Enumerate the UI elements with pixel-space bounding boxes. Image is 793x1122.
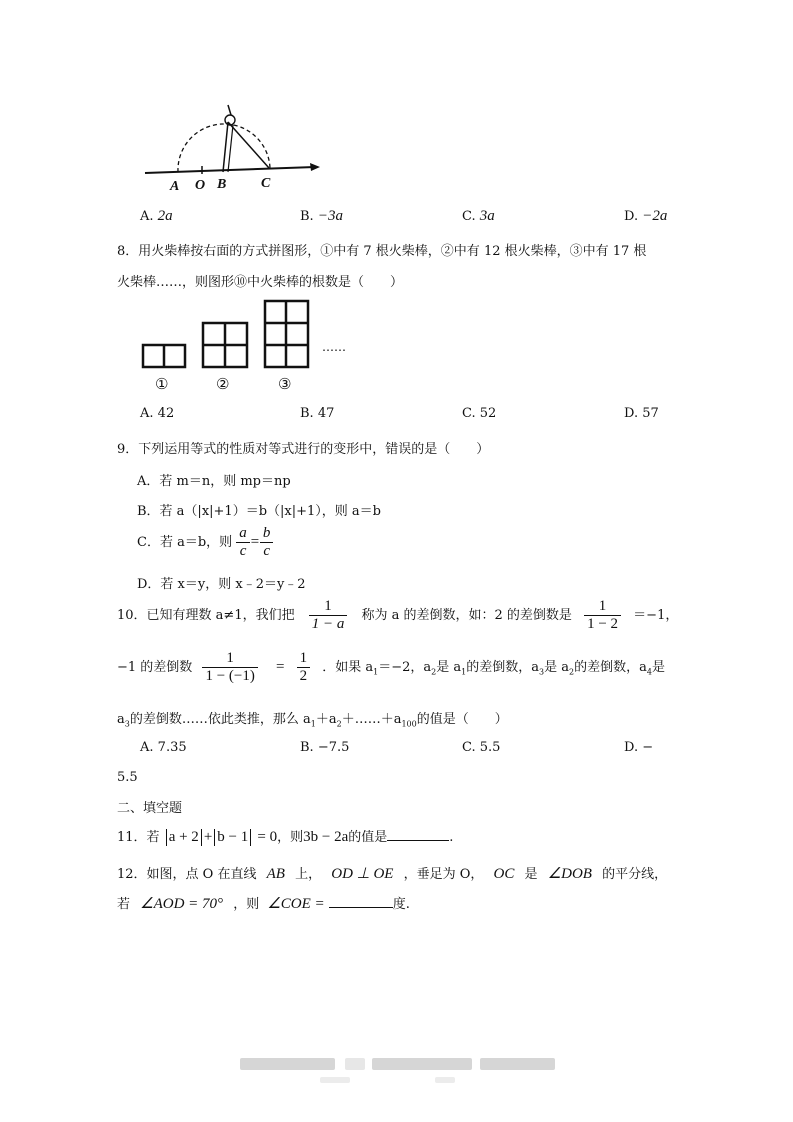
q10-option-d-continued: 5.5 (117, 770, 138, 785)
q12-line2: 若 ∠AOD = 70° ，则 ∠COE = 度. (117, 893, 410, 913)
q8-fig-label-2: ② (216, 375, 230, 393)
q7-label-b: B (217, 177, 227, 192)
q7-option-d: D. −2a (624, 208, 668, 224)
q10-line2: −1 的差倒数 $\frac{1}{1 - (-1)}$ = $\frac{1}{2}$ ．如果 $a_1=-2$，$a_2$是 $a_1$的差倒数，$a_3$是 $a_2$的差倒数，$a_4$是 (117, 650, 665, 684)
q10-line1: 10．已知有理数 a≠1，我们把 $\frac{1}{1 - a}$ 称为 a 的差倒数，如：2 的差倒数是 $\frac{1}{1 - 2}$ ＝−1， (117, 598, 679, 632)
q8-fig-label-3: ③ (278, 375, 292, 393)
q8-stem-line2: 火柴棒……，则图形⑩中火柴棒的根数是（ ） (117, 275, 404, 290)
q7-label-o: O (195, 178, 206, 193)
q8-figure (135, 298, 360, 398)
q9-option-a: A．若 m＝n，则 mp＝np (137, 474, 291, 489)
q9-option-d: D．若 x＝y，则 x﹣2＝y﹣2 (137, 577, 306, 592)
q7-label-a: A (170, 179, 180, 194)
q10-option-a: A. 7.35 (140, 740, 187, 755)
q8-fig-ellipsis: …… (322, 340, 346, 354)
q10-frac-example: $\frac{1}{1 - 2}$ (584, 598, 621, 633)
q8-stem-line1: 8．用火柴棒按右面的方式拼图形，①中有 7 根火柴棒，②中有 12 根火柴棒，③中有 17 根 (117, 244, 647, 259)
q9-frac-left: $\frac{a}{c}$ (236, 525, 250, 560)
q11-answer-blank[interactable] (387, 826, 449, 841)
q7-figure (140, 100, 330, 195)
q7-option-c: C. 3a (462, 208, 495, 224)
q10-frac-neg1: $\frac{1}{1 - (-1)}$ (202, 650, 257, 685)
q9-stem: 9．下列运用等式的性质对等式进行的变形中，错误的是（ ） (117, 442, 490, 457)
q8-option-c: C. 52 (462, 406, 497, 421)
q7-option-a: A. 2a (140, 208, 173, 224)
q8-option-a: A. 42 (140, 406, 175, 421)
q8-option-d: D. 57 (624, 406, 659, 421)
q10-option-c: C. 5.5 (462, 740, 501, 755)
q8-fig-label-1: ① (155, 375, 169, 393)
q10-frac-half: $\frac{1}{2}$ (297, 650, 311, 685)
q9-option-c-prefix: C．若 a＝b，则 (137, 535, 233, 550)
q9-frac-right: $\frac{b}{c}$ (260, 525, 274, 560)
q11: 11．若 a + 2 + b − 1 = 0，则3b − 2a的值是 . (117, 826, 453, 846)
q7-option-b: B. −3a (300, 208, 343, 224)
q9-equals: = (249, 534, 260, 550)
q10-option-b: B. −7.5 (300, 740, 350, 755)
section-title-fill-in: 二、填空题 (117, 801, 183, 816)
q9-option-b: B．若 a（|x|+1）＝b（|x|+1），则 a＝b (137, 504, 381, 519)
q8-option-b: B. 47 (300, 406, 335, 421)
q12-line1: 12．如图，点 O 在直线 AB 上， OD ⊥ OE ，垂足为 O， OC 是 ∠DOB 的平分线， (117, 866, 668, 882)
q10-option-d: D. − (624, 740, 654, 755)
q12-answer-blank[interactable] (329, 893, 393, 908)
q9-option-c (137, 525, 273, 560)
q10-frac-def: $\frac{1}{1 - a}$ (309, 598, 348, 633)
q7-label-c: C (261, 176, 271, 191)
q10-line3: $a_3$的差倒数……依此类推，那么 $a_1+a_2+\dots\dots+a_{100}$的值是（ ） (117, 712, 508, 729)
